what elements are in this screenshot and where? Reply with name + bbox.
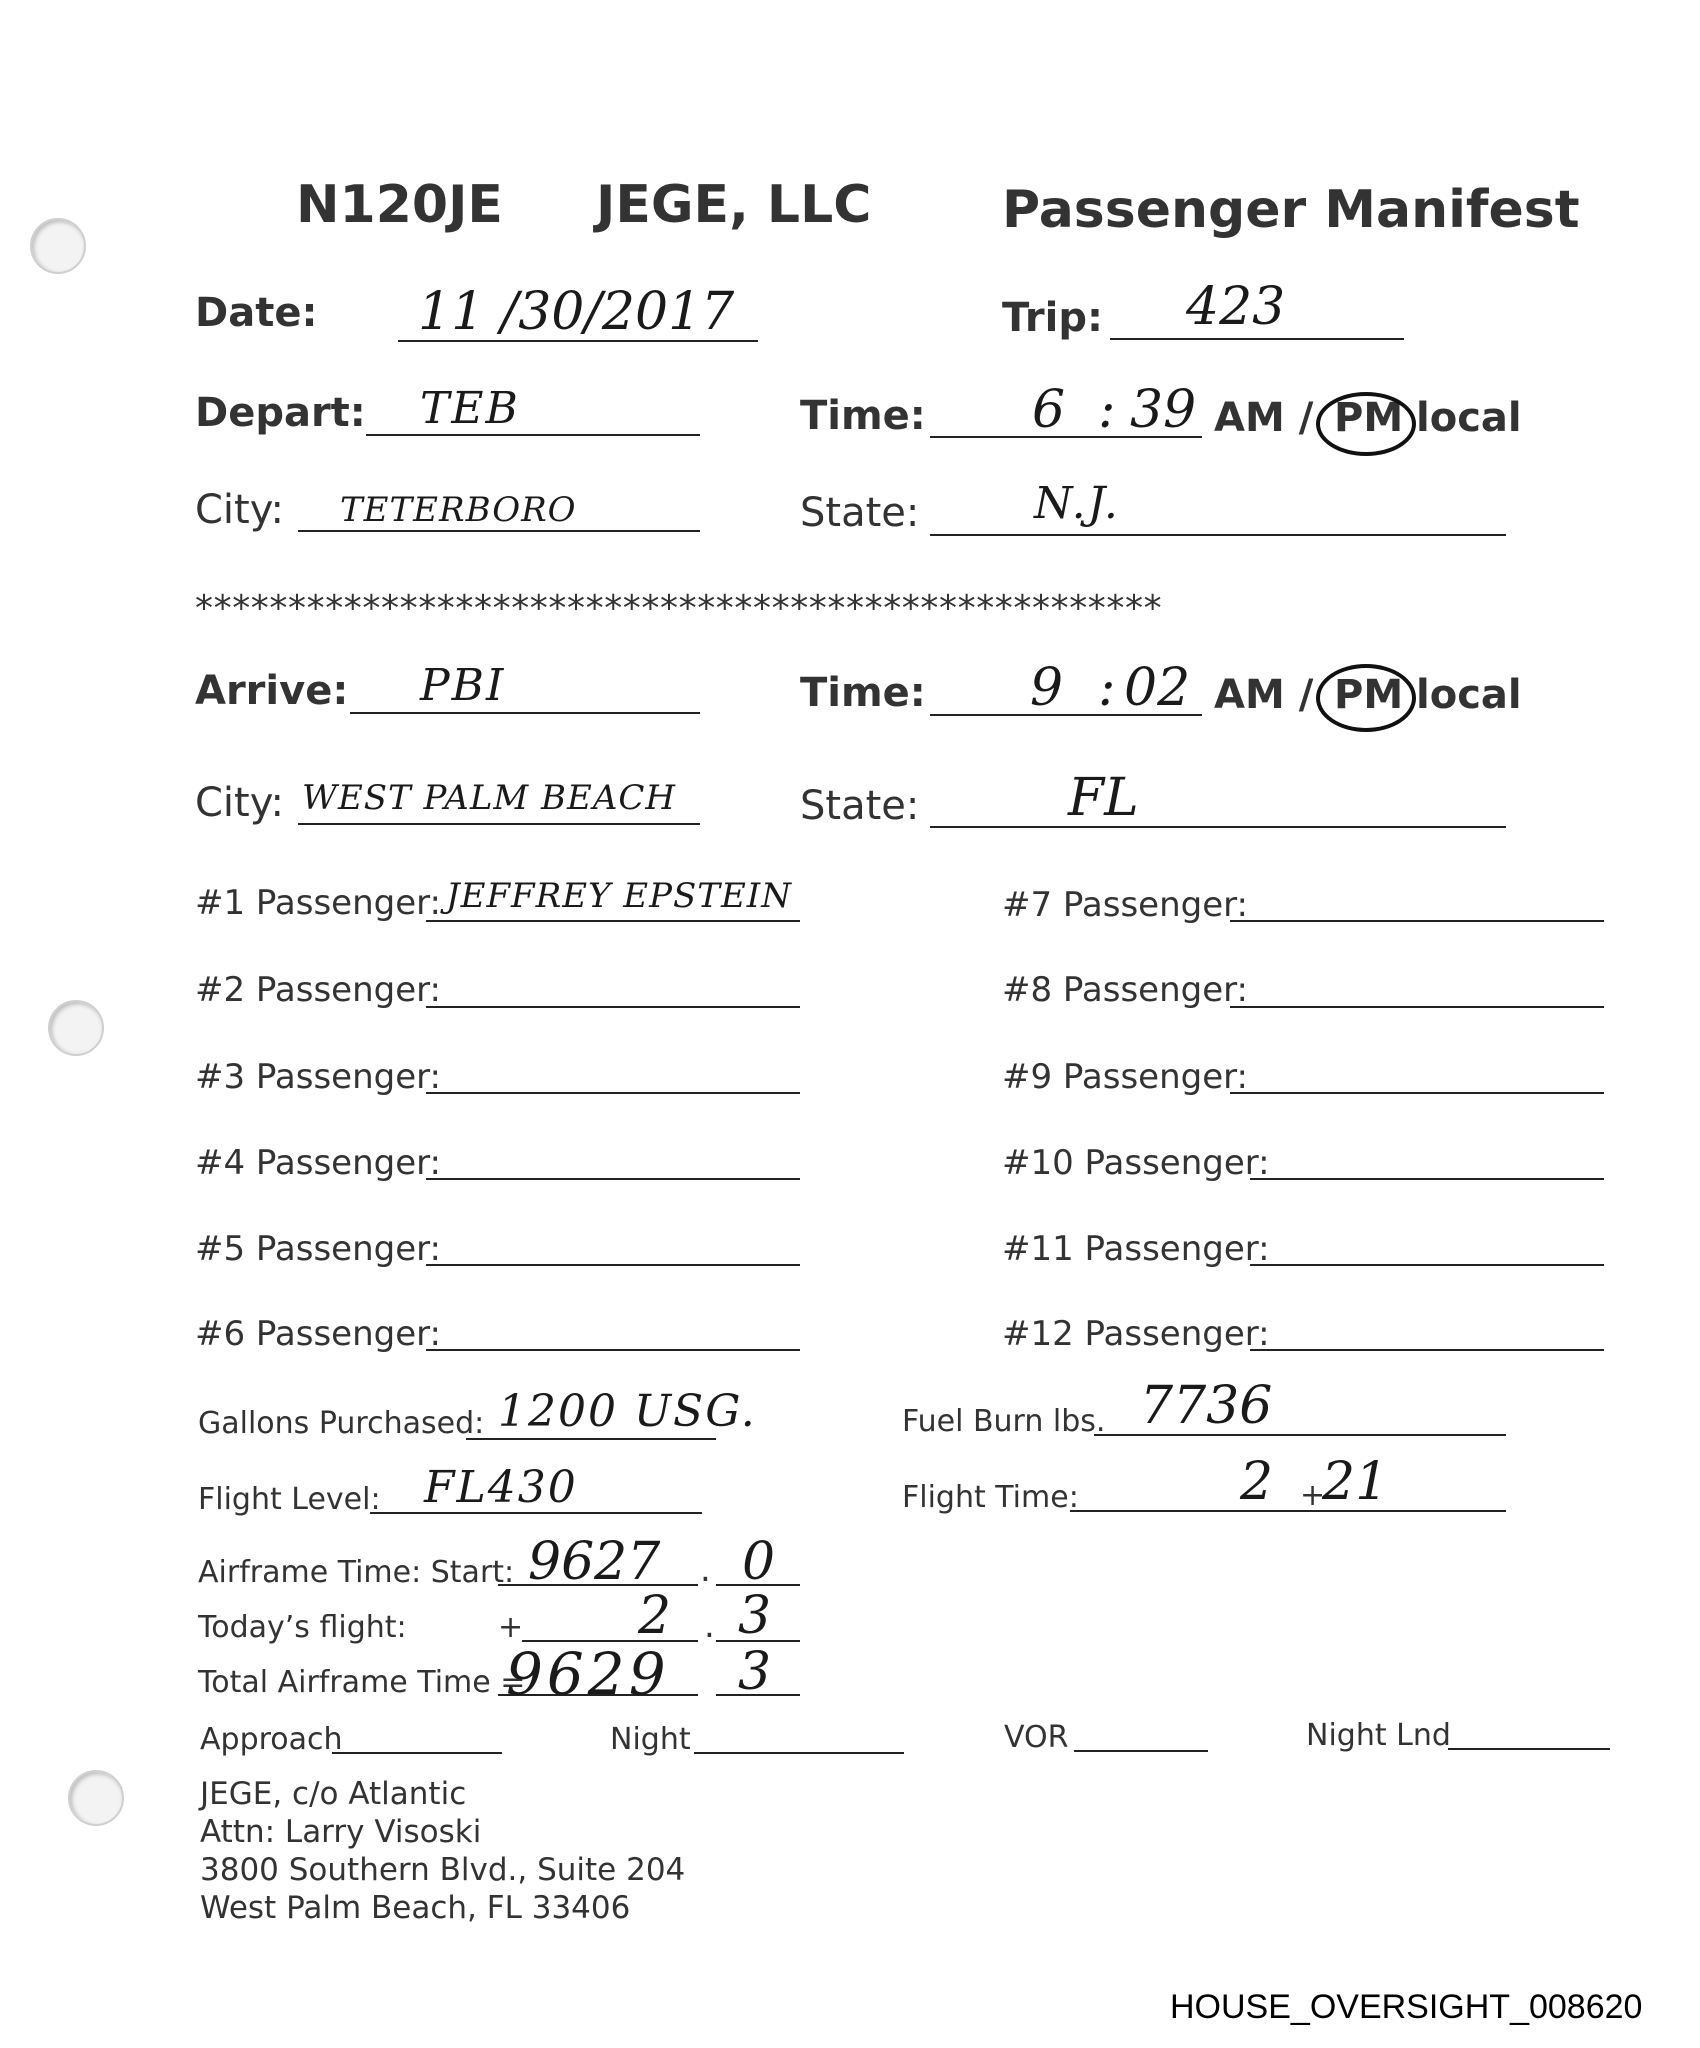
depart-line <box>366 434 700 436</box>
address-line-1: JEGE, c/o Atlantic <box>200 1776 467 1812</box>
arrive-local: local <box>1416 672 1522 718</box>
arrive-colon: : <box>1098 658 1116 718</box>
total-airframe-dec: 3 <box>738 1642 772 1702</box>
flight-time-minutes: 21 <box>1322 1452 1389 1512</box>
passenger-line <box>426 920 800 922</box>
flight-level-label: Flight Level: <box>198 1482 381 1517</box>
passenger-line <box>1250 1349 1604 1351</box>
arrive-hour: 9 <box>1030 658 1064 718</box>
passenger-line <box>426 1349 800 1351</box>
arrive-time-label: Time: <box>800 670 926 716</box>
passenger-label: #5 Passenger: <box>195 1229 441 1269</box>
arrive-line <box>350 712 700 714</box>
flight-time-line <box>1070 1510 1506 1512</box>
vor-label: VOR <box>1004 1720 1069 1755</box>
depart-state-line <box>930 534 1506 536</box>
flight-level-value: FL430 <box>424 1462 578 1513</box>
airframe-start-whole: 9627 <box>528 1532 661 1592</box>
passenger-line <box>1230 1092 1604 1094</box>
passenger-label: #12 Passenger: <box>1002 1314 1270 1354</box>
arrive-city-line <box>298 823 700 825</box>
night-label: Night <box>610 1722 691 1757</box>
depart-am: AM / <box>1214 395 1314 441</box>
depart-city-value: TETERBORO <box>340 490 577 530</box>
arrive-city-label: City: <box>195 780 284 826</box>
trip-value: 423 <box>1186 277 1286 337</box>
binder-hole-bottom <box>68 1770 124 1826</box>
flight-time-plus: + <box>1300 1478 1326 1513</box>
night-lnd-label: Night Lnd <box>1306 1718 1451 1753</box>
binder-hole-top <box>30 218 86 274</box>
binder-hole-middle <box>48 1000 104 1056</box>
fuel-burn-value: 7736 <box>1140 1376 1273 1436</box>
separator: **************************************************** <box>195 588 1163 629</box>
passenger-label: #11 Passenger: <box>1002 1229 1270 1269</box>
vor-line <box>1074 1750 1208 1752</box>
passenger-label: #8 Passenger: <box>1002 970 1248 1010</box>
approach-label: Approach <box>200 1722 343 1757</box>
flight-time-hours: 2 <box>1240 1452 1274 1512</box>
bates-number: HOUSE_OVERSIGHT_008620 <box>1170 1988 1643 2026</box>
passenger-line <box>1230 1006 1604 1008</box>
depart-colon: : <box>1098 380 1116 440</box>
passenger-label: #4 Passenger: <box>195 1143 441 1183</box>
passenger-label: #2 Passenger: <box>195 970 441 1010</box>
arrive-pm-circle <box>1316 664 1416 732</box>
date-label: Date: <box>195 290 318 336</box>
depart-city-line <box>298 530 700 532</box>
gallons-purchased-label: Gallons Purchased: <box>198 1406 485 1441</box>
passenger-line <box>1250 1178 1604 1180</box>
trip-label: Trip: <box>1002 295 1103 341</box>
arrive-am: AM / <box>1214 672 1314 718</box>
passenger-label: #9 Passenger: <box>1002 1057 1248 1097</box>
depart-value: TEB <box>420 383 520 434</box>
form-title: Passenger Manifest <box>1002 180 1580 240</box>
flight-time-label: Flight Time: <box>902 1480 1079 1515</box>
passenger-label: #7 Passenger: <box>1002 885 1248 925</box>
address-line-4: West Palm Beach, FL 33406 <box>200 1890 631 1926</box>
passenger-label: #10 Passenger: <box>1002 1143 1270 1183</box>
arrive-minute: 02 <box>1124 658 1191 718</box>
passenger-label: #3 Passenger: <box>195 1057 441 1097</box>
gallons-purchased-value: 1200 USG. <box>498 1386 757 1437</box>
trip-line <box>1110 338 1404 340</box>
airframe-start-dot: . <box>700 1550 711 1590</box>
night-lnd-line <box>1448 1748 1610 1750</box>
gallons-purchased-line <box>466 1438 716 1440</box>
todays-flight-dot: . <box>704 1606 715 1646</box>
depart-city-label: City: <box>195 487 284 533</box>
depart-pm-circle <box>1316 392 1416 456</box>
depart-state-label: State: <box>800 490 920 536</box>
passenger-line <box>1230 920 1604 922</box>
todays-flight-plus: + <box>498 1610 524 1645</box>
approach-line <box>332 1752 502 1754</box>
passenger-line <box>426 1092 800 1094</box>
todays-flight-label: Today’s flight: <box>198 1610 407 1645</box>
arrive-state-line <box>930 826 1506 828</box>
depart-pm: PM <box>1334 395 1404 441</box>
todays-flight-dec: 3 <box>738 1586 772 1646</box>
passenger-line <box>1250 1264 1604 1266</box>
fuel-burn-label: Fuel Burn lbs. <box>902 1404 1106 1439</box>
arrive-value: PBI <box>420 660 506 711</box>
airframe-start-dec: 0 <box>742 1532 776 1592</box>
arrive-state-value: FL <box>1068 768 1139 828</box>
passenger-line <box>426 1006 800 1008</box>
depart-hour: 6 <box>1032 380 1066 440</box>
company-name: JEGE, LLC <box>596 175 872 235</box>
passenger-label: #1 Passenger: <box>195 883 441 923</box>
arrive-state-label: State: <box>800 783 920 829</box>
depart-minute: 39 <box>1130 380 1197 440</box>
tail-number: N120JE <box>296 175 503 235</box>
todays-flight-whole: 2 <box>638 1586 672 1646</box>
depart-local: local <box>1416 395 1522 441</box>
address-line-3: 3800 Southern Blvd., Suite 204 <box>200 1852 686 1888</box>
date-value: 11 /30/2017 <box>418 282 735 342</box>
depart-time-label: Time: <box>800 393 926 439</box>
passenger-label: #6 Passenger: <box>195 1314 441 1354</box>
arrive-pm: PM <box>1334 672 1404 718</box>
arrive-label: Arrive: <box>195 668 349 714</box>
address-line-2: Attn: Larry Visoski <box>200 1814 482 1850</box>
depart-label: Depart: <box>195 390 366 436</box>
total-airframe-whole: 9629 <box>506 1640 670 1708</box>
passenger-value: JEFFREY EPSTEIN <box>446 876 792 916</box>
passenger-line <box>426 1264 800 1266</box>
arrive-city-value: WEST PALM BEACH <box>302 778 677 818</box>
passenger-line <box>426 1178 800 1180</box>
depart-state-value: N.J. <box>1034 478 1120 529</box>
night-line <box>694 1752 904 1754</box>
total-airframe-label: Total Airframe Time = <box>198 1665 526 1700</box>
airframe-start-label: Airframe Time: Start: <box>198 1555 515 1590</box>
